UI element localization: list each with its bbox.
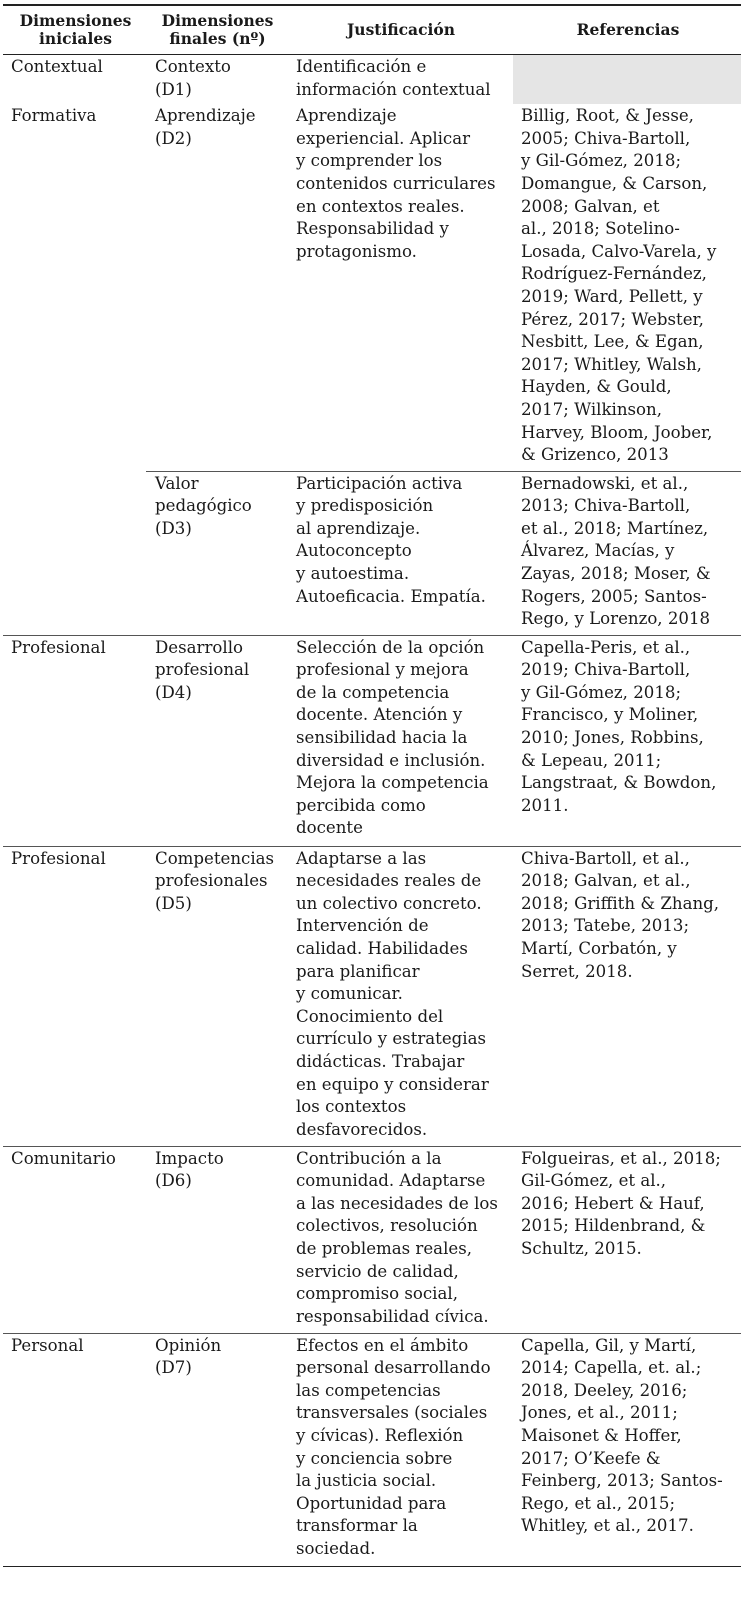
references-cell: Bernadowski, et al., 2013; Chiva-Bartoll, et al., 2018; Martínez, Álvarez, Macías, y Zayas, 2018; Moser, & Rogers, 2005; Santos- Rego, y Lorenzo, 2018 [513,471,741,635]
table-row-d3 [3,471,741,635]
final-dimension-cell: Opinión (D7) [146,1333,287,1566]
initial-dimension-cell: Profesional [3,846,146,1146]
justification-cell: Contribución a la comunidad. Adaptarse a las necesidades de los colectivos, resolución de problemas reales, servicio de calidad, compromiso social, responsabilidad cívica. [287,1146,513,1333]
justification-cell: Participación activa y predisposición al aprendizaje. Autoconcepto y autoestima. Autoeficacia. Empatía. [287,471,513,635]
header-justification: Justificación [287,5,513,55]
table-row-d7 [3,1333,741,1566]
justification-cell: Adaptarse a las necesidades reales de un colectivo concreto. Intervención de calidad. Habilidades para planificar y comunicar. Conocimiento del currículo y estrategias didácticas. Trabajar en equipo y considerar los contextos desfavorecidos. [287,846,513,1146]
justification-cell: Efectos en el ámbito personal desarrollando las competencias transversales (sociales y cívicas). Reflexión y conciencia sobre la justicia social. Oportunidad para transformar la sociedad. [287,1333,513,1566]
final-dimension-cell: Valor pedagógico (D3) [146,471,287,635]
final-dimension-cell: Contexto (D1) [146,55,287,105]
final-dimension-cell: Desarrollo profesional (D4) [146,635,287,846]
initial-dimension-cell: Personal [3,1333,146,1566]
references-cell: Chiva-Bartoll, et al., 2018; Galvan, et al., 2018; Griffith & Zhang, 2013; Tatebe, 2013; Martí, Corbatón, y Serret, 2018. [513,846,741,1146]
table-row-d2 [3,104,741,471]
header-final-dimensions: Dimensiones finales (nº) [146,5,287,55]
table-row-d6 [3,1146,741,1333]
table-row-d5 [3,846,741,1146]
justification-cell: Aprendizaje experiencial. Aplicar y comprender los contenidos curriculares en contextos reales. Responsabilidad y protagonismo. [296,106,496,261]
final-dimension-cell: Aprendizaje (D2) [155,106,256,148]
initial-dimension-cell: Contextual [3,55,146,105]
table-row-d4 [3,635,741,846]
references-cell [513,55,741,105]
final-dimension-cell: Impacto (D6) [146,1146,287,1333]
references-cell: Capella-Peris, et al., 2019; Chiva-Bartoll, y Gil-Gómez, 2018; Francisco, y Moliner, 2010; Jones, Robbins, & Lepeau, 2011; Langstraat, & Bowdon, 2011. [513,635,741,846]
dimensions-table [3,4,741,1567]
header-row [3,5,741,55]
final-dimension-cell: Competencias profesionales (D5) [146,846,287,1146]
justification-cell: Identificación e información contextual [287,55,513,105]
initial-dimension-cell: Profesional [3,635,146,846]
initial-dimension-cell: Formativa [11,106,97,126]
justification-cell: Selección de la opción profesional y mejora de la competencia docente. Atención y sensibilidad hacia la diversidad e inclusión. Mejora la competencia percibida como docente [287,635,513,846]
references-cell: Capella, Gil, y Martí, 2014; Capella, et. al.; 2018, Deeley, 2016; Jones, et al., 2011; Maisonet & Hoffer, 2017; O’Keefe & Feinberg, 2013; Santos- Rego, et al., 2015; Whitley, et al., 2017. [513,1333,741,1566]
header-references: Referencias [513,5,741,55]
initial-dimension-cell [3,471,146,635]
header-initial-dimensions: Dimensiones iniciales [3,5,146,55]
table-row-d1 [3,55,741,105]
references-cell: Folgueiras, et al., 2018; Gil-Gómez, et al., 2016; Hebert & Hauf, 2015; Hildenbrand, & Schultz, 2015. [513,1146,741,1333]
references-cell: Billig, Root, & Jesse, 2005; Chiva-Bartoll, y Gil-Gómez, 2018; Domangue, & Carson, 2008; Galvan, et al., 2018; Sotelino- Losada, Calvo-Varela, y Rodríguez-Fernández, 2019; Ward, Pellett, y Pérez, 2017; Webster, Nesbitt, Lee, & Egan, 2017; Whitley, Walsh, Hayden, & Gould, 2017; Wilkinson, Harvey, Bloom, Joober, & Grizenco, 2013 [521,106,717,465]
initial-dimension-cell: Comunitario [3,1146,146,1333]
